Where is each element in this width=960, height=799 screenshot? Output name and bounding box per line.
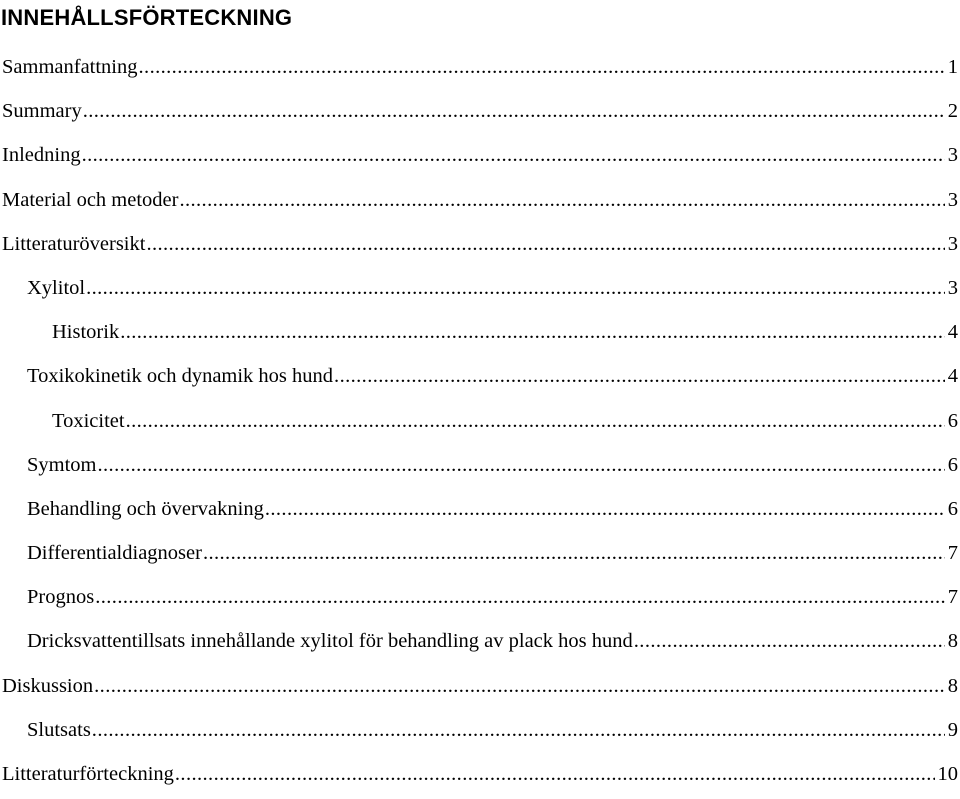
toc-entry[interactable] [0,92,960,136]
toc-entry[interactable] [0,357,960,401]
toc-entry-label: Material och metoder [2,188,179,211]
toc-entry[interactable] [0,490,960,534]
toc-entry[interactable] [0,136,960,180]
dot-leader [94,667,945,705]
dot-leader [126,402,945,440]
toc-entry-label: Sammanfattning [2,56,138,78]
dot-leader [634,622,945,660]
toc-entry-page: 3 [947,232,958,255]
toc-entry[interactable] [0,269,960,313]
toc-entry-page: 8 [947,630,958,653]
dot-leader [146,225,944,263]
toc-entry-label: Dricksvattentillsats innehållande xylitol för behandling av plack hos hund [27,630,633,653]
dot-leader [175,755,935,793]
toc-entry-label: Slutsats [27,718,91,741]
toc-entry[interactable] [0,402,960,446]
dot-leader [265,490,945,528]
toc-entry-label: Litteraturförteckning [2,763,174,785]
page-title: INNEHÅLLSFÖRTECKNING [1,5,293,30]
toc-entry-page: 9 [947,718,958,741]
toc-entry-page: 6 [947,497,958,520]
toc-entry[interactable] [0,313,960,357]
toc-entry-page: 10 [937,763,958,785]
toc-entry[interactable] [0,225,960,269]
toc-entry-label: Xylitol [27,276,86,299]
dot-leader [98,446,945,484]
toc-entry-page: 4 [947,321,958,344]
dot-leader [334,357,945,395]
dot-leader [82,136,945,174]
toc-entry-page: 8 [947,674,958,697]
toc-entry[interactable] [0,755,960,799]
toc-entry-page: 2 [947,100,958,123]
dot-leader [92,711,945,749]
dot-leader [86,269,945,307]
toc-entry[interactable] [0,534,960,578]
toc-entry[interactable] [0,667,960,711]
toc-entry-label: Differentialdiagnoser [27,542,202,565]
toc-entry-label: Symtom [27,453,97,476]
toc-entry[interactable] [0,711,960,755]
toc-entry[interactable] [0,622,960,666]
toc-entry-label: Diskussion [2,674,94,697]
toc-entry[interactable] [0,578,960,622]
dot-leader [120,313,945,351]
dot-leader [179,181,944,219]
toc-entry-label: Behandling och övervakning [27,497,264,520]
table-of-contents [0,48,960,799]
toc-entry-page: 7 [947,542,958,565]
toc-entry-label: Litteraturöversikt [2,232,146,255]
toc-entry-page: 6 [947,453,958,476]
toc-entry-page: 4 [947,365,958,388]
toc-entry[interactable] [0,181,960,225]
toc-entry-page: 1 [947,56,958,78]
dot-leader [203,534,945,572]
dot-leader [95,578,945,616]
toc-entry[interactable] [0,48,960,92]
dot-leader [83,92,945,130]
toc-entry-page: 3 [947,144,958,167]
toc-entry-label: Summary [2,100,82,123]
dot-leader [139,48,945,86]
toc-entry-label: Historik [52,321,120,344]
toc-entry-page: 3 [947,188,958,211]
toc-entry-page: 7 [947,586,958,609]
toc-entry[interactable] [0,446,960,490]
toc-entry-label: Prognos [27,586,95,609]
toc-entry-label: Toxicitet [52,409,125,432]
toc-entry-label: Toxikokinetik och dynamik hos hund [27,365,334,388]
toc-entry-page: 6 [947,409,958,432]
toc-entry-page: 3 [947,276,958,299]
toc-entry-label: Inledning [2,144,81,167]
